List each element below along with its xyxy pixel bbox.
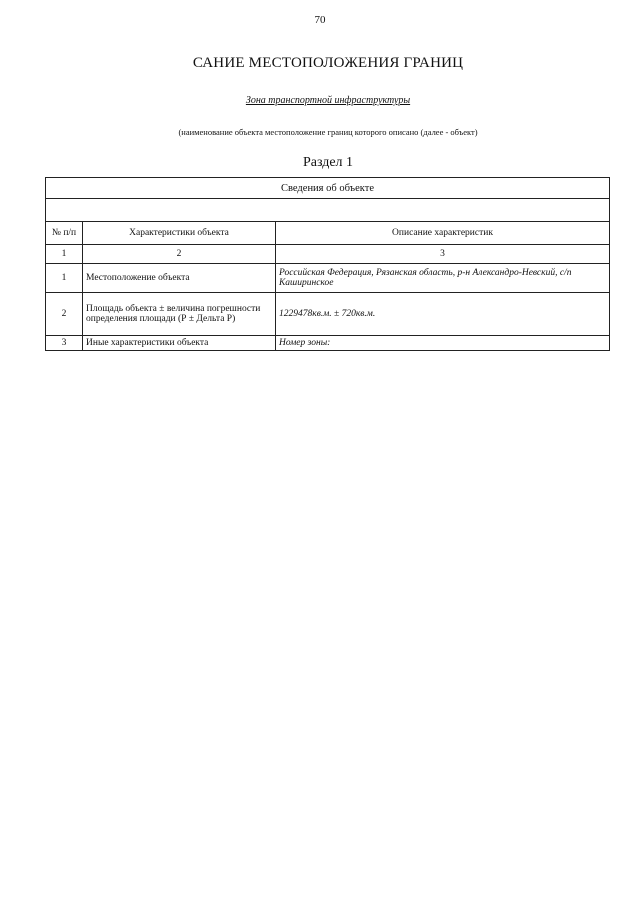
object-caption: (наименование объекта местоположение границ которого описано (далее - объект) bbox=[178, 127, 478, 137]
table-title-row bbox=[46, 178, 610, 199]
header-description: Описание характеристик bbox=[276, 222, 610, 245]
table-index-row bbox=[46, 245, 610, 264]
section-title: Раздел 1 bbox=[302, 155, 354, 170]
row-characteristic: Местоположение объекта bbox=[83, 264, 276, 293]
header-characteristic: Характеристики объекта bbox=[83, 222, 276, 245]
row-characteristic: Площадь объекта ± величина погрешности определения площади (Р ± Дельта Р) bbox=[83, 293, 276, 336]
table-empty-row bbox=[46, 199, 610, 222]
object-name: Зона транспортной инфраструктуры bbox=[245, 95, 411, 106]
row-num: 2 bbox=[46, 293, 83, 336]
row-num: 1 bbox=[46, 264, 83, 293]
header-num: № п/п bbox=[46, 222, 83, 245]
row-num: 3 bbox=[46, 336, 83, 351]
row-description: 1229478кв.м. ± 720кв.м. bbox=[276, 293, 610, 336]
table-title: Сведения об объекте bbox=[46, 178, 610, 199]
index-cell: 3 bbox=[276, 245, 610, 264]
table-empty-cell bbox=[46, 199, 610, 222]
document-title: САНИЕ МЕСТОПОЛОЖЕНИЯ ГРАНИЦ bbox=[192, 55, 464, 71]
row-description: Российская Федерация, Рязанская область, р-н Александро-Невский, с/п Каширинское bbox=[276, 264, 610, 293]
row-description: Номер зоны: bbox=[276, 336, 610, 351]
row-characteristic: Иные характеристики объекта bbox=[83, 336, 276, 351]
table-row bbox=[46, 264, 610, 293]
page-number: 70 bbox=[314, 14, 326, 26]
table-header-row bbox=[46, 222, 610, 245]
table-row bbox=[46, 336, 610, 351]
object-info-table bbox=[45, 177, 610, 351]
index-cell: 2 bbox=[83, 245, 276, 264]
index-cell: 1 bbox=[46, 245, 83, 264]
table-row bbox=[46, 293, 610, 336]
